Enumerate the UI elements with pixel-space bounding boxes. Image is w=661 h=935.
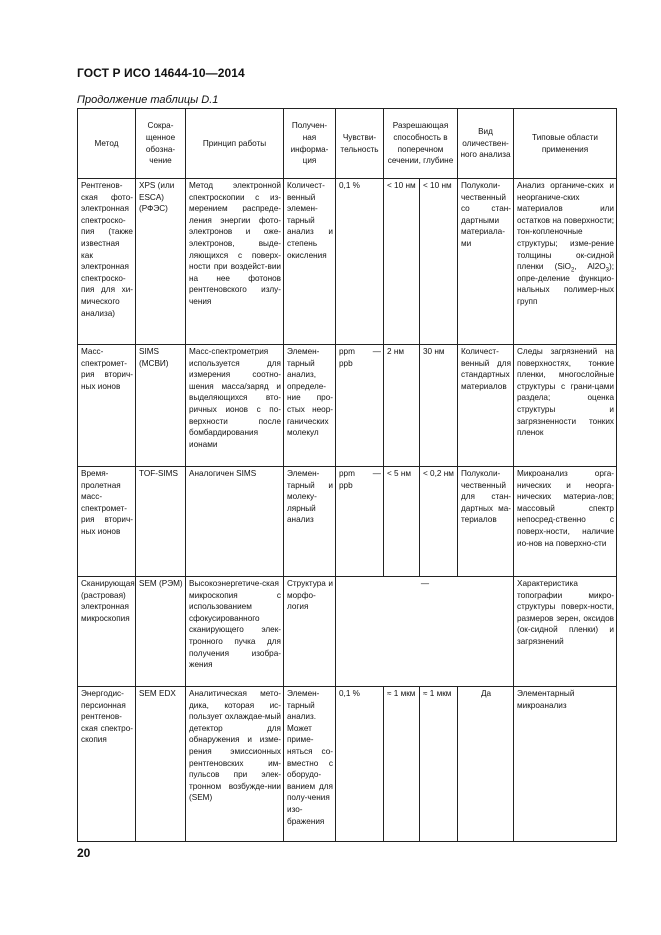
- methods-table: [77, 108, 617, 842]
- cell-info: Элемен-тарный и молеку-лярный анализ: [284, 467, 336, 577]
- cell-applications: Характеристика топографии микро-структуры поверх-ности, размеров зерен, оксидов (ок-сидной пленки) и загрязнений: [514, 577, 617, 687]
- table-row: [78, 345, 617, 467]
- document-title: ГОСТ Р ИСО 14644-10—2014: [77, 66, 245, 80]
- cell-abbr: XPS (или ESCA) (РФЭС): [136, 179, 186, 345]
- table-row: [78, 179, 617, 345]
- cell-abbr: TOF-SIMS: [136, 467, 186, 577]
- header-info: Получен-ная информа-ция: [284, 109, 336, 179]
- cell-resolution-b: ≈ 1 мкм: [420, 687, 458, 842]
- cell-principle: Масс-спектрометрия используется для измерения соотно-шения масса/заряд и выделяющихся вто-ричных ионов с по-верхности после бомбардирования ионами: [186, 345, 284, 467]
- cell-principle: Аналогичен SIMS: [186, 467, 284, 577]
- cell-resolution-a: < 5 нм: [384, 467, 420, 577]
- cell-info: Элемен-тарный анализ. Может приме-няться со-вместно с оборудо-ванием для полу-чения изо-бражения: [284, 687, 336, 842]
- page-number: 20: [77, 846, 91, 860]
- cell-quant: Полуколи-чественный для стан-дартных ма-териалов: [458, 467, 514, 577]
- cell-method: Энергодис-персионная рентгенов-ская спектро-скопия: [78, 687, 136, 842]
- header-sensitivity: Чувстви-тельность: [336, 109, 384, 179]
- cell-method: Рентгенов-ская фото-электронная спектроско-пия (также известная как электронная спектроско-пия для хи-мического анализа): [78, 179, 136, 345]
- cell-abbr: SEM (РЭМ): [136, 577, 186, 687]
- header-principle: Принцип работы: [186, 109, 284, 179]
- cell-method: Время-пролетная масс-спектромет-рия вторич-ных ионов: [78, 467, 136, 577]
- cell-info: Элемен-тарный анализ, определе-ние про-стых неор-ганических молекул: [284, 345, 336, 467]
- cell-abbr: SIMS (МСВИ): [136, 345, 186, 467]
- cell-method: Масс-спектромет-рия вторич-ных ионов: [78, 345, 136, 467]
- cell-abbr: SEM EDX: [136, 687, 186, 842]
- cell-quant: Да: [458, 687, 514, 842]
- cell-info: Структура и морфо-логия: [284, 577, 336, 687]
- cell-applications: Микроанализ орга-нических и неорга-нических материа-лов; массовый спектр непосред-ственно с поверх-ности, наличие ио-нов на поверхно-сти: [514, 467, 617, 577]
- cell-sensitivity: 0,1 %: [336, 687, 384, 842]
- cell-resolution-b: 30 нм: [420, 345, 458, 467]
- header-quant: Вид оличествен-ного анализа: [458, 109, 514, 179]
- table-header-row: [78, 109, 617, 179]
- cell-quant: Количест-венный для стандартных материалов: [458, 345, 514, 467]
- cell-principle: Метод электронной спектроскопии с из-мерением распреде-ления энергии фото-электронов и оже-электронов, выде-ляющихся с поверх-ности при воздейст-вии на нее фотонов рентгеновского излу-чения: [186, 179, 284, 345]
- table-row: [78, 687, 617, 842]
- cell-quant: Полуколи-чественный со стан-дартными материала-ми: [458, 179, 514, 345]
- table-row: [78, 577, 617, 687]
- cell-not-applicable: —: [336, 577, 514, 687]
- cell-sensitivity: 0,1 %: [336, 179, 384, 345]
- table-row: [78, 467, 617, 577]
- cell-resolution-a: 2 нм: [384, 345, 420, 467]
- cell-applications: Элементарный микроанализ: [514, 687, 617, 842]
- header-resolution: Разрешающая способность в поперечном сечении, глубине: [384, 109, 458, 179]
- cell-method: Сканирующая (растровая) электронная микроскопия: [78, 577, 136, 687]
- cell-principle: Высокоэнергетиче-ская микроскопия с использованием сфокусированного сканирующего элек-тронного пучка для получения изобра-жения: [186, 577, 284, 687]
- cell-applications: Следы загрязнений на поверхностях, тонкие пленки, многослойные структуры с грани-цами раздела; оценка структуры и загрязненности тонких пленок: [514, 345, 617, 467]
- cell-info: Количест-венный элемен-тарный анализ и степень окисления: [284, 179, 336, 345]
- table-caption: Продолжение таблицы D.1: [77, 94, 219, 106]
- cell-resolution-a: ≈ 1 мкм: [384, 687, 420, 842]
- cell-resolution-b: < 10 нм: [420, 179, 458, 345]
- header-method: Метод: [78, 109, 136, 179]
- cell-principle: Аналитическая мето-дика, которая ис-пользует охлаждае-мый детектор для обнаружения и изме-рения эмиссионных рентгеновских им-пульсов при элек-тронном возбужде-нии (SEM): [186, 687, 284, 842]
- cell-sensitivity: ppm — ppb: [336, 467, 384, 577]
- header-applications: Типовые области применения: [514, 109, 617, 179]
- header-abbr: Сокра-щенное обозна-чение: [136, 109, 186, 179]
- cell-sensitivity: ppm — ppb: [336, 345, 384, 467]
- cell-applications: Анализ органиче-ских и неорганиче-ских материалов или остатков на поверхности; тон-копленочные структуры; изме-рение толщины ок-сидной пленки (SiO$_2$, $Al2O_3$); опре-деление функцио-нальных полимер-ных групп: [514, 179, 617, 345]
- cell-resolution-b: < 0,2 нм: [420, 467, 458, 577]
- cell-resolution-a: < 10 нм: [384, 179, 420, 345]
